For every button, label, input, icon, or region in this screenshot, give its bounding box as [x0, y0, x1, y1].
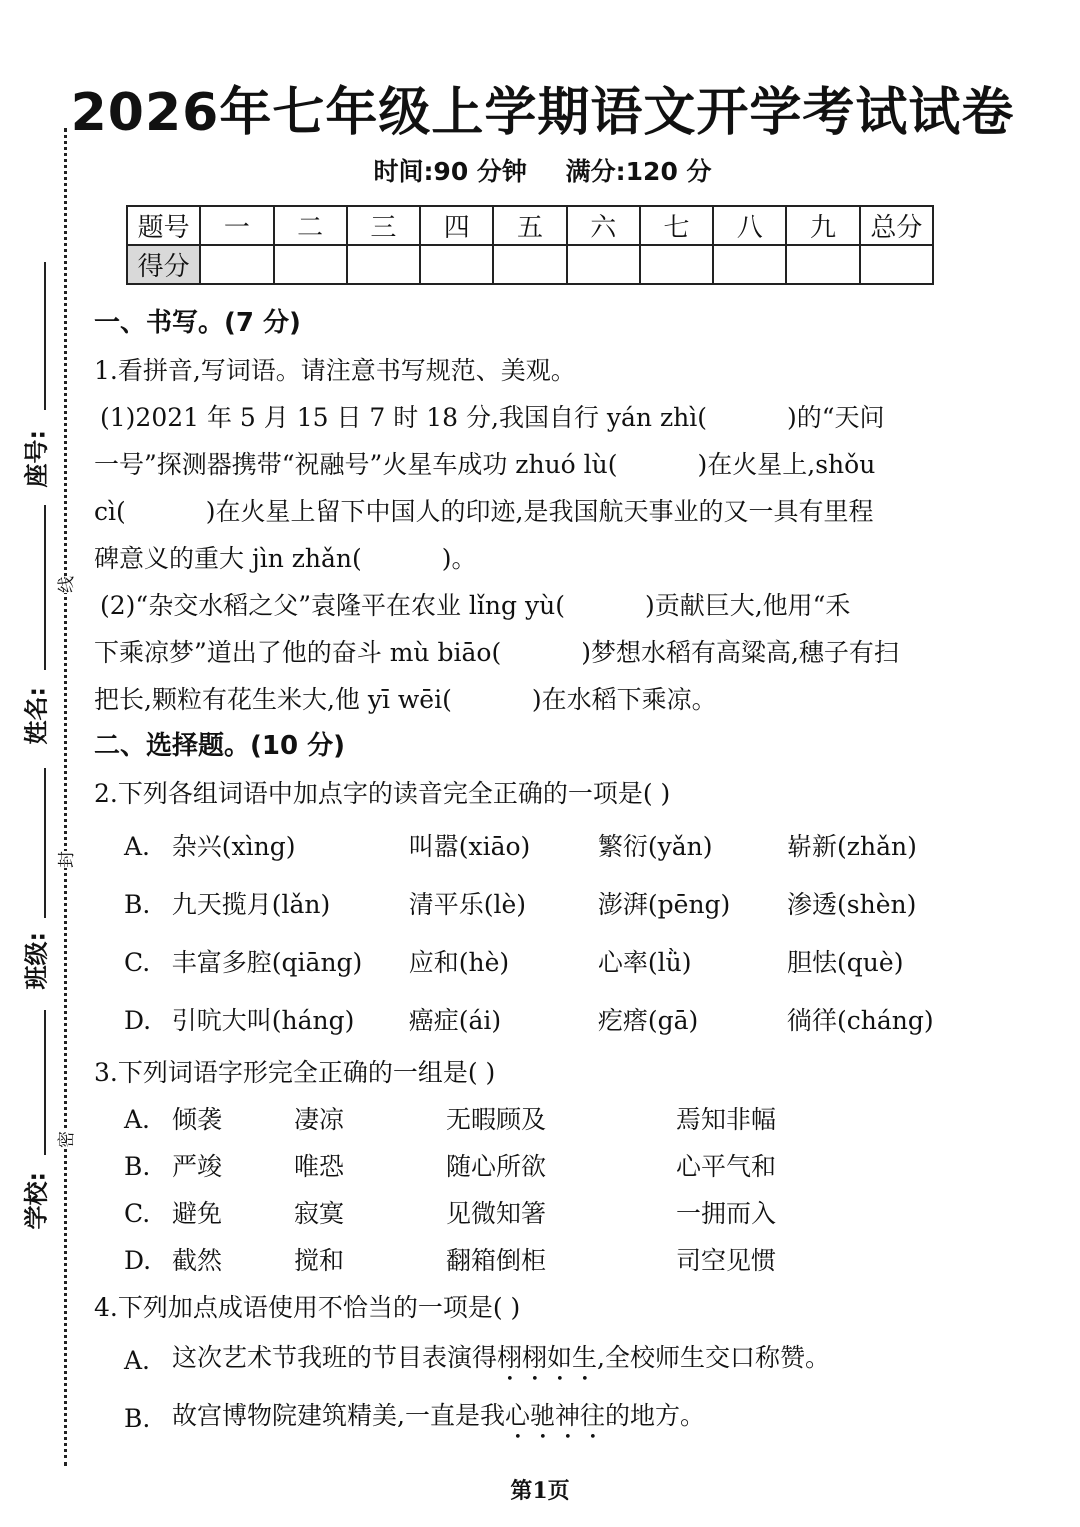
- option-item: 严竣: [172, 1152, 223, 1181]
- option-b[interactable]: [124, 1389, 1024, 1447]
- option-item: 引吭大叫(háng): [171, 1005, 355, 1035]
- emphasized-idiom: 心驰神往: [504, 1400, 605, 1430]
- option-letter: B.: [124, 1403, 151, 1433]
- section-1-heading: 一、书写。(7 分): [94, 308, 301, 338]
- option-item: 焉知非幅: [676, 1105, 777, 1134]
- option-text: [172, 1334, 830, 1387]
- score-blank-cell[interactable]: [567, 245, 640, 284]
- passage-text: 下乘凉梦”道出了他的奋斗 mù biāo(: [94, 638, 502, 667]
- option-item: 翻箱倒柜: [446, 1246, 547, 1275]
- question-1-part-2-line-2: [94, 629, 1024, 676]
- score-blank-cell[interactable]: [860, 245, 933, 284]
- score-cell: 七: [640, 206, 713, 245]
- option-item: 胆怯(què): [787, 947, 904, 977]
- score-cell: 题号: [127, 206, 200, 245]
- score-row-label: 得分: [127, 245, 200, 284]
- option-item: 倾袭: [172, 1105, 223, 1134]
- option-item: 澎湃(pēng): [597, 889, 731, 919]
- option-item: 截然: [172, 1246, 223, 1275]
- exam-time: 时间:90 分钟: [373, 157, 527, 186]
- question-1-part-1-line-3: [94, 488, 1024, 535]
- option-letter: C.: [124, 1199, 151, 1228]
- option-item: 九天揽月(lǎn): [171, 889, 331, 919]
- option-b[interactable]: [124, 1143, 1024, 1190]
- score-table: [126, 205, 934, 285]
- passage-text: )贡献巨大,他用“禾: [644, 591, 851, 620]
- option-item: 避免: [172, 1199, 223, 1228]
- question-1: 1.看拼音,写词语。请注意书写规范、美观。: [94, 356, 576, 385]
- option-item: 随心所欲: [446, 1152, 547, 1181]
- seal-char-secret: 密: [50, 1131, 79, 1148]
- option-item: 司空见惯: [676, 1246, 777, 1275]
- option-item: 繁衍(yǎn): [597, 831, 713, 861]
- score-cell: 三: [347, 206, 420, 245]
- option-item: 心平气和: [676, 1152, 777, 1181]
- option-letter: B.: [124, 1152, 151, 1181]
- option-text-post: ,全校师生交口称赞。: [597, 1342, 830, 1372]
- option-item: 丰富多腔(qiāng): [171, 947, 363, 977]
- passage-text: )在水稻下乘凉。: [531, 685, 717, 714]
- option-item: 崭新(zhǎn): [787, 831, 917, 861]
- score-blank-cell[interactable]: [200, 245, 273, 284]
- score-blank-cell[interactable]: [347, 245, 420, 284]
- score-table-score-row: [127, 245, 933, 284]
- score-cell: 二: [274, 206, 347, 245]
- option-item: 心率(lǜ): [597, 947, 692, 977]
- seal-char-seal: 封: [50, 851, 79, 868]
- option-a[interactable]: [124, 1331, 1024, 1389]
- class-underline: [44, 768, 46, 918]
- option-text-pre: 故宫博物院建筑精美,一直是我: [172, 1400, 505, 1430]
- score-cell: 五: [493, 206, 566, 245]
- name-underline: [44, 505, 46, 670]
- score-cell: 六: [567, 206, 640, 245]
- option-letter: C.: [124, 947, 151, 977]
- option-item: 应和(hè): [408, 947, 510, 977]
- question-3-options: [94, 1096, 1024, 1284]
- passage-text: 碑意义的重大 jìn zhǎn(: [94, 544, 362, 573]
- question-2: 2.下列各组词语中加点字的读音完全正确的一项是( ): [94, 779, 671, 808]
- option-letter: D.: [124, 1246, 152, 1275]
- passage-text: )。: [441, 544, 477, 573]
- score-table-header-row: [127, 206, 933, 245]
- option-item: 一拥而入: [676, 1199, 777, 1228]
- option-item: 寂寞: [294, 1199, 345, 1228]
- question-2-options: [94, 817, 1024, 1049]
- question-1-part-1-line-4: [94, 535, 1024, 582]
- option-item: 凄凉: [294, 1105, 345, 1134]
- score-cell: 一: [200, 206, 273, 245]
- passage-text: )的“天问: [786, 403, 885, 432]
- option-item: 杂兴(xìng): [171, 831, 296, 861]
- seat-underline: [44, 262, 46, 410]
- passage-text: )在火星上,shǒu: [697, 450, 876, 479]
- option-d[interactable]: [124, 1237, 1024, 1284]
- option-item: 癌症(ái): [408, 1005, 502, 1035]
- option-item: 见微知箸: [446, 1199, 547, 1228]
- school-underline: [44, 1010, 46, 1155]
- question-1-part-1-line-1: [94, 394, 1024, 441]
- option-letter: A.: [124, 1345, 151, 1375]
- option-text: [172, 1392, 705, 1445]
- section-2-heading: 二、选择题。(10 分): [94, 731, 345, 761]
- option-item: 无暇顾及: [446, 1105, 547, 1134]
- option-text-post: 的地方。: [604, 1400, 705, 1430]
- option-item: 唯恐: [294, 1152, 345, 1181]
- score-blank-cell[interactable]: [274, 245, 347, 284]
- question-3: 3.下列词语字形完全正确的一组是( ): [94, 1058, 496, 1087]
- passage-text: 把长,颗粒有花生米大,他 yī wēi(: [94, 685, 452, 714]
- exam-content: [94, 300, 1024, 1447]
- option-d[interactable]: [124, 991, 1024, 1049]
- question-1-part-2-line-3: [94, 676, 1024, 723]
- score-cell: 四: [420, 206, 493, 245]
- option-c[interactable]: [124, 1190, 1024, 1237]
- question-4-options: [94, 1331, 1024, 1447]
- score-cell: 八: [713, 206, 786, 245]
- option-letter: A.: [124, 1105, 151, 1134]
- option-item: 徜徉(cháng): [787, 1005, 934, 1035]
- school-label: 学校:: [22, 1171, 51, 1230]
- passage-text: )梦想水稻有高粱高,穗子有扫: [581, 638, 899, 667]
- passage-text: )在火星上留下中国人的印迹,是我国航天事业的又一具有里程: [205, 497, 874, 526]
- score-blank-cell[interactable]: [786, 245, 859, 284]
- score-blank-cell[interactable]: [493, 245, 566, 284]
- option-item: 清平乐(lè): [408, 889, 527, 919]
- class-label: 班级:: [22, 931, 51, 990]
- name-label: 姓名:: [22, 686, 51, 745]
- passage-text: cì(: [94, 497, 126, 526]
- option-b[interactable]: [124, 875, 1024, 933]
- emphasized-idiom: 栩栩如生: [497, 1342, 598, 1372]
- exam-title: 2026年七年级上学期语文开学考试试卷: [70, 83, 1015, 143]
- option-item: 叫嚣(xiāo): [408, 831, 531, 861]
- option-text-pre: 这次艺术节我班的节目表演得: [172, 1342, 498, 1372]
- option-letter: B.: [124, 889, 151, 919]
- question-1-part-2-line-1: [94, 582, 1024, 629]
- seat-label: 座号:: [22, 429, 51, 488]
- score-blank-cell[interactable]: [420, 245, 493, 284]
- score-cell: 总分: [860, 206, 933, 245]
- page-number: 第1页: [510, 1478, 570, 1504]
- exam-full-score: 满分:120 分: [565, 157, 712, 186]
- seal-char-line: 线: [50, 576, 79, 593]
- option-c[interactable]: [124, 933, 1024, 991]
- option-item: 搅和: [294, 1246, 345, 1275]
- score-blank-cell[interactable]: [640, 245, 713, 284]
- passage-text: (1)2021 年 5 月 15 日 7 时 18 分,我国自行 yán zhì(: [100, 403, 707, 432]
- option-item: 渗透(shèn): [787, 889, 917, 919]
- question-4: 4.下列加点成语使用不恰当的一项是( ): [94, 1293, 521, 1322]
- question-1-part-1-line-2: [94, 441, 1024, 488]
- score-cell: 九: [786, 206, 859, 245]
- passage-text: 一号”探测器携带“祝融号”火星车成功 zhuó lù(: [94, 450, 618, 479]
- option-letter: D.: [124, 1005, 152, 1035]
- passage-text: (2)“杂交水稻之父”袁隆平在农业 lǐng yù(: [100, 591, 565, 620]
- binding-sidebar: [0, 0, 90, 1527]
- option-a[interactable]: [124, 817, 1024, 875]
- exam-meta: [70, 152, 1015, 188]
- option-item: 疙瘩(gā): [597, 1005, 699, 1035]
- option-a[interactable]: [124, 1096, 1024, 1143]
- score-blank-cell[interactable]: [713, 245, 786, 284]
- binding-dotted-line: [64, 128, 67, 1466]
- option-letter: A.: [124, 831, 151, 861]
